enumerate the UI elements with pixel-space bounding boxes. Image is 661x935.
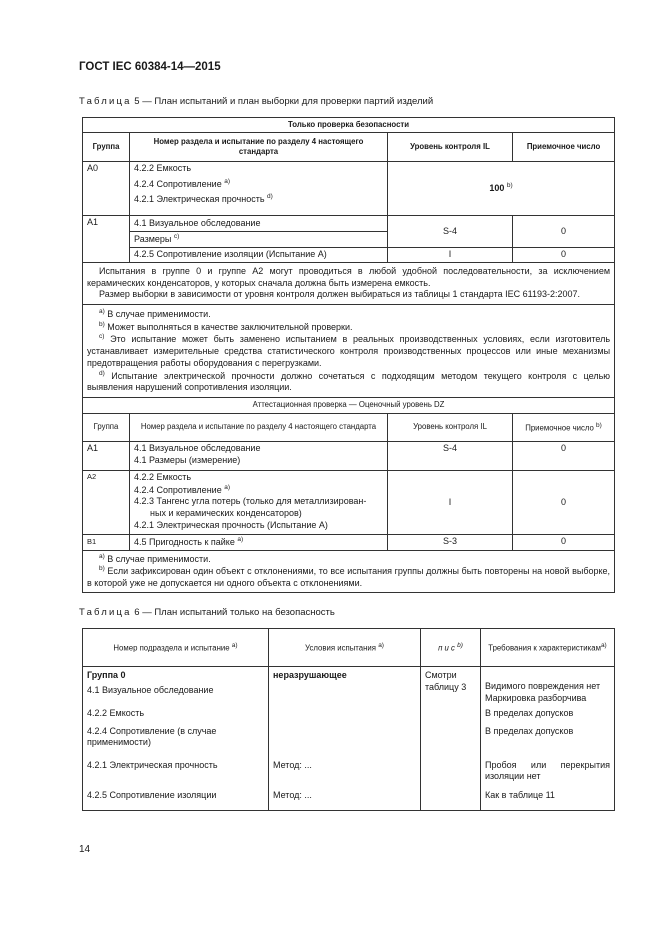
table5-caption: Таблица 5 — План испытаний и план выборки для проверки партий изделий xyxy=(79,96,434,107)
a1-test-2: Размеры $^{c)}$ xyxy=(130,232,388,248)
table5-notes: Испытания в группе 0 и группе А2 могут проводиться в любой удобной последовательности, за исключением керамических конденсаторов, у которых сначала должна быть измерена емкость. Размер выборки в зависимости от уровня контроля должен выбираться из таблицы 1 стандарта IEC 61193-2:2007. xyxy=(83,263,615,305)
page-number: 14 xyxy=(79,844,91,855)
t6-row: 4.2.4 Сопротивление (в случае применимости) В пределах допусков xyxy=(83,725,615,759)
a0-test-2: 4.2.4 Сопротивление xyxy=(134,178,222,189)
a1-test-1: 4.1 Визуальное обследование xyxy=(130,216,388,232)
t6-row-group: Группа 0 4.1 Визуальное обследование неразрушающее Смотри таблицу 3 Видимого повреждения нет Маркировка разборчива xyxy=(83,667,615,707)
section-safety-only: Только проверка безопасности xyxy=(83,118,615,133)
t6-row: 4.2.2 Емкость В пределах допусков xyxy=(83,707,615,725)
table6: Номер подраздела и испытание $^{a)}$ Условия испытания $^{a)}$ п и с $^{b)}$ Требования к характеристикам$^{a)}$ Группа 0 4.1 Визуальное обследование неразрушающее Смотри таблицу 3 Видимого повреждения нет Маркировка разборчива 4.2.2 Емкость В пределах допусков 4.2.4 Сопротивление (в случае применимости) В пределах допусков 4.2.1 Электрическая прочность Метод: ... Пробоя или перекрытия изоляции нет 4.2.5 Сопротивление изоляции Метод: ... Как в таблице 11 xyxy=(82,628,615,811)
col-il: Уровень контроля IL xyxy=(388,133,513,162)
table5-footnotes-1: $^{a)}$ В случае применимости. $^{b)}$ Может выполняться в качестве заключительной проверки. $^{c)}$ Это испытание может быть заменено испытанием в реальных производственных условиях, если изготовитель устанавливает измерительные средства статистического контроля производственных процессов или иные механизмы предотвращения работы оборудования с перегрузками. $^{d)}$ Испытание электрической прочности должно сочетаться с подходящим методом текущего контроля с целью выявления нарушений сопротивления изоляции. xyxy=(83,305,615,398)
a0-test-3: 4.2.1 Электрическая прочность xyxy=(134,194,265,205)
a1-test-3: 4.2.5 Сопротивление изоляции (Испытание А) xyxy=(130,248,388,263)
section-qualification: Аттестационная проверка — Оценочный уровень DZ xyxy=(83,397,615,413)
row-a0: A0 4.2.2 Емкость 4.2.4 Сопротивление $^{a)}$ 4.2.1 Электрическая прочность $^{d)}$ 100 $^{b)}$ xyxy=(83,162,615,216)
a0-test-1: 4.2.2 Емкость xyxy=(134,163,192,173)
a0-value: 100 $^{b)}$ xyxy=(388,162,615,216)
col-acceptance: Приемочное число xyxy=(513,133,615,162)
row-a1-visual: A1 4.1 Визуальное обследование S-4 0 xyxy=(83,216,615,232)
group-a1: A1 xyxy=(83,216,130,263)
row2-a1: A1 4.1 Визуальное обследование 4.1 Размеры (измерение) S-4 0 xyxy=(83,441,615,470)
document-header: ГОСТ IEC 60384-14—2015 xyxy=(79,61,221,73)
group-a0: A0 xyxy=(83,162,130,216)
row2-b1: B1 4.5 Пригодность к пайке $^{a)}$ S-3 0 xyxy=(83,534,615,550)
row2-a2: A2 4.2.2 Емкость 4.2.4 Сопротивление $^{a)}$ 4.2.3 Тангенс угла потерь (только для металлизирован- ных и керамических конденсаторов) 4.2.1 Электрическая прочность (Испытание А) I 0 xyxy=(83,470,615,534)
table5: Только проверка безопасности Группа Номер раздела и испытание по разделу 4 настоящего стандарта Уровень контроля IL Приемочное число A0 4.2.2 Емкость 4.2.4 Сопротивление $^{a)}$ 4.2.1 Электрическая прочность $^{d)}$ 100 $^{b)}$ A1 4.1 Визуальное обследование S-4 0 Размеры $^{c)}$ 4.2.5 Сопротивление изоляции (Испытание А) I 0 Испытания в группе 0 и группе А2 могут проводиться в любой удобной последовательности, за исключением керамических конденсаторов, у которых сначала должна быть измерена емкость. Размер выборки в зависимости от уровня контроля должен выбираться из таблицы 1 стандарта IEC 61193-2:2007. $^{a)}$ В случае применимости. $^{b)}$ Может выполняться в качестве заключительной проверки. $^{c)}$ Это испытание может быть заменено испытанием в реальных производственных условиях, если изготовитель устанавливает измерительные средства статистического контроля производственных процессов или иные механизмы предотвращения работы оборудования с перегрузками. $^{d)}$ Испытание электрической прочности должно сочетаться с подходящим методом текущего контроля с целью выявления нарушений сопротивления изоляции. Аттестационная проверка — Оценочный уровень DZ Группа Номер раздела и испытание по разделу 4 настоящего стандарта Уровень контроля IL Приемочное число $^{b)}$ A1 4.1 Визуальное обследование 4.1 Размеры (измерение) S-4 0 A2 4.2.2 Емкость 4.2.4 Сопротивление $^{a)}$ 4.2.3 Тангенс угла потерь (только для металлизирован- ных и керамических конденсаторов) 4.2.1 Электрическая прочность (Испытание А) I 0 B1 4.5 Пригодность к пайке $^{a)}$ S-3 0 $^{a)}$ В случае применимости. $^{b)}$ Если зафиксирован один объект с отклонениями, то все испытания группы должны быть повторены на новой выборке, в которой уже не допускается ни одного объекта с отклонениями. xyxy=(82,117,615,593)
col-group: Группа xyxy=(83,133,130,162)
t6-row: 4.2.5 Сопротивление изоляции Метод: ... Как в таблице 11 xyxy=(83,789,615,811)
t6-row: 4.2.1 Электрическая прочность Метод: ... Пробоя или перекрытия изоляции нет xyxy=(83,759,615,789)
table6-caption: Таблица 6 — План испытаний только на безопасность xyxy=(79,607,335,618)
table5-footnotes-2: $^{a)}$ В случае применимости. $^{b)}$ Если зафиксирован один объект с отклонениями, то все испытания группы должны быть повторены на новой выборке, в которой уже не допускается ни одного объекта с отклонениями. xyxy=(83,550,615,592)
col-test: Номер раздела и испытание по разделу 4 настоящего стандарта xyxy=(130,133,388,162)
